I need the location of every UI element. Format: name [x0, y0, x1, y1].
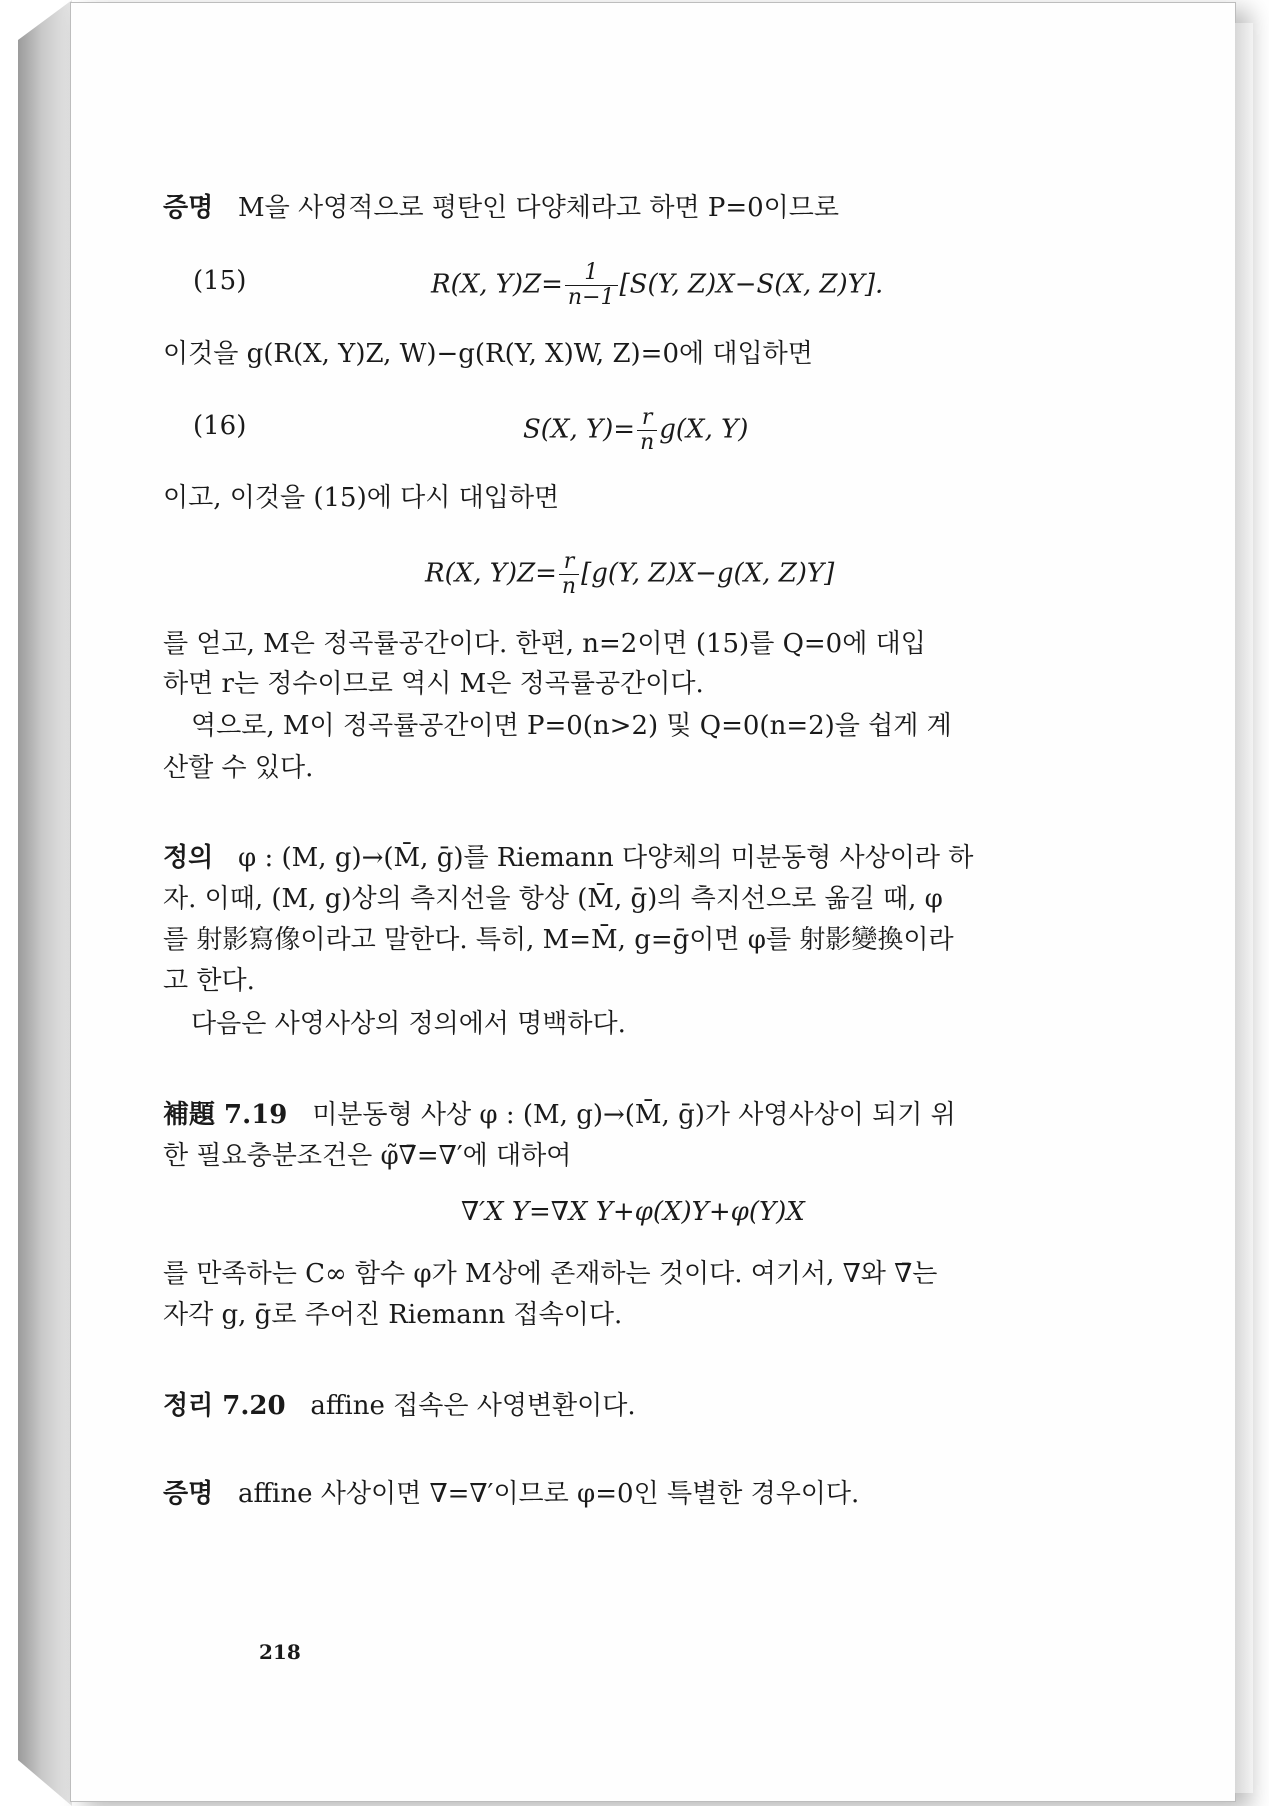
proof-line	[163, 188, 839, 228]
equation-lhs: S(X, Y)=	[523, 414, 636, 445]
equation-body	[431, 261, 883, 310]
fraction-numerator: r	[559, 550, 579, 575]
fraction-denominator: n	[561, 574, 577, 599]
theorem-label: 정리 7.20	[163, 1391, 286, 1421]
page-edge	[1235, 23, 1253, 1793]
definition-line: 자. 이때, (M, g)상의 측지선을 항상 (M̄, ḡ)의 측지선으로 옮길 때, φ	[163, 884, 943, 914]
text-line: 다음은 사영사상의 정의에서 명백하다.	[191, 1009, 626, 1039]
lemma-line: 를 만족하는 C∞ 함수 φ가 M상에 존재하는 것이다. 여기서, ∇와 ∇̄는	[163, 1259, 938, 1289]
fraction-numerator: r	[637, 406, 657, 431]
lemma-line	[163, 1095, 956, 1135]
book-spine-shadow	[18, 0, 72, 1806]
equation-rhs: [g(Y, Z)X−g(X, Z)Y]	[581, 558, 835, 589]
equation-lhs: R(X, Y)Z=	[425, 558, 557, 589]
lemma-label: 補題 7.19	[163, 1100, 288, 1130]
fraction	[565, 261, 618, 310]
theorem-text: affine 접속은 사영변환이다.	[310, 1391, 636, 1421]
proof-text: affine 사상이면 ∇=∇′이므로 φ=0인 특별한 경우이다.	[238, 1479, 860, 1509]
text-line: 이것을 g(R(X, Y)Z, W)−g(R(Y, X)W, Z)=0에 대입하면	[163, 339, 813, 369]
definition-line	[163, 838, 973, 878]
definition-line: 고 한다.	[163, 966, 255, 996]
proof-label: 증명	[163, 193, 214, 223]
paragraph-line: 산할 수 있다.	[163, 753, 314, 783]
lemma-formula: ∇′X Y=∇X Y+φ(X)Y+φ(Y)X	[461, 1197, 805, 1227]
fraction	[559, 550, 579, 599]
equation-rhs: g(X, Y)	[659, 414, 749, 445]
fraction-denominator: n	[640, 430, 655, 455]
proof-text: M을 사영적으로 평탄인 다양체라고 하면 P=0이므로	[238, 193, 840, 223]
equation-lhs: R(X, Y)Z=	[431, 269, 563, 300]
definition-line: 를 射影寫像이라고 말한다. 특히, M=M̄, g=ḡ이면 φ를 射影變換이라	[163, 925, 954, 955]
fraction-denominator: n−1	[567, 285, 615, 310]
paragraph-line: 역으로, M이 정곡률공간이면 P=0(n>2) 및 Q=0(n=2)을 쉽게 계	[191, 711, 952, 741]
definition-label: 정의	[163, 843, 214, 873]
theorem-line	[163, 1386, 636, 1426]
paragraph-line: 를 얻고, M은 정곡률공간이다. 한편, n=2이면 (15)를 Q=0에 대입	[163, 629, 926, 659]
paragraph-line: 하면 r는 정수이므로 역시 M은 정곡률공간이다.	[163, 669, 704, 699]
text-line: 이고, 이것을 (15)에 다시 대입하면	[163, 483, 560, 513]
proof-line	[163, 1474, 859, 1514]
fraction	[637, 406, 657, 455]
equation-body	[523, 406, 748, 455]
page-number: 218	[259, 1640, 301, 1664]
lemma-line: 자각 g, ḡ로 주어진 Riemann 접속이다.	[163, 1300, 623, 1330]
lemma-text: 미분동형 사상 φ : (M, g)→(M̄, ḡ)가 사영사상이 되기 위	[312, 1100, 956, 1130]
fraction-numerator: 1	[565, 261, 618, 286]
equation-rhs: [S(Y, Z)X−S(X, Z)Y].	[619, 269, 884, 300]
equation-number: (15)	[193, 266, 247, 296]
proof-label: 증명	[163, 1479, 214, 1509]
lemma-line: 한 필요충분조건은 φ̃∇̄=∇′에 대하여	[163, 1141, 572, 1171]
definition-text: φ : (M, g)→(M̄, ḡ)를 Riemann 다양체의 미분동형 사상이라 하	[238, 843, 974, 873]
equation-body	[425, 550, 834, 599]
equation-number: (16)	[193, 411, 247, 441]
